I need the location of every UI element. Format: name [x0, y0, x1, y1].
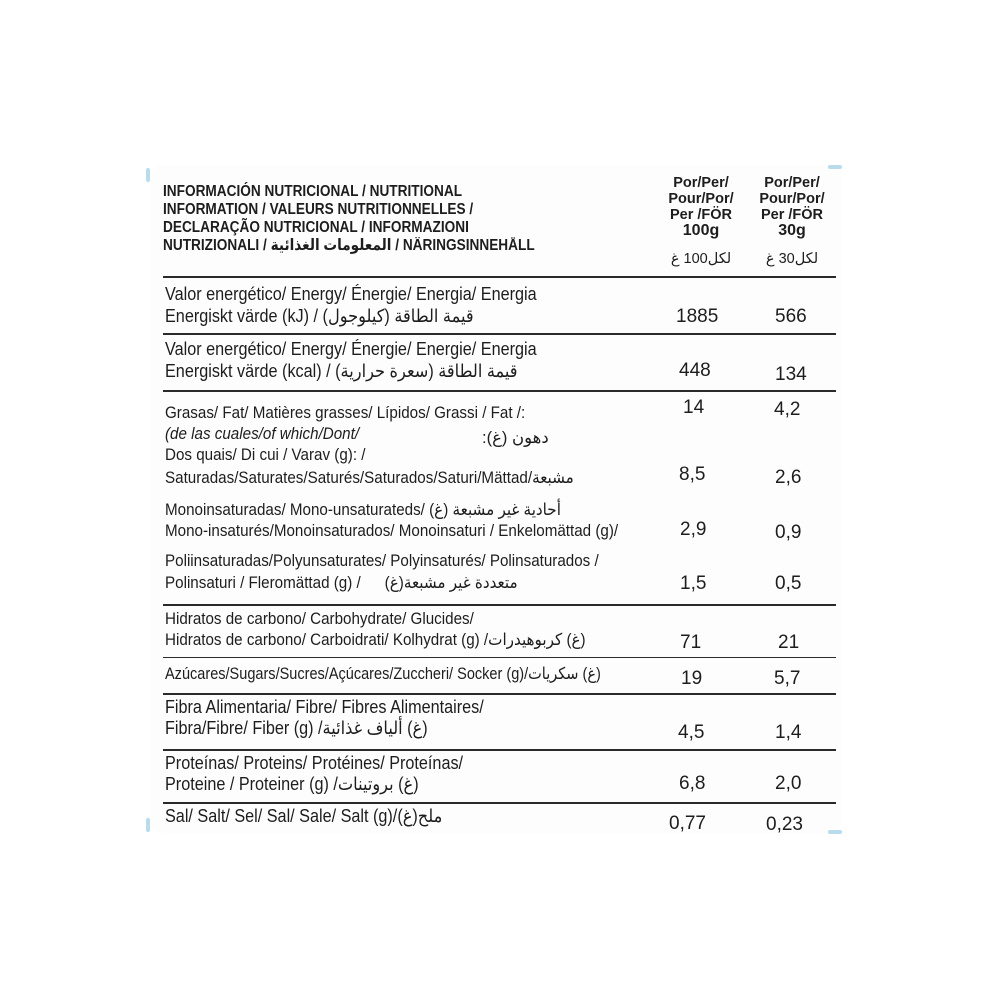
energy-kj-per-100g: 1885 [676, 306, 719, 327]
row-divider [163, 693, 836, 695]
row-divider [163, 802, 836, 804]
title-segment-swedish: / NÄRINGSINNEHÅLL [391, 237, 535, 254]
table-title-line-2: INFORMATION / VALEURS NUTRITIONNELLES / [163, 201, 474, 218]
sugars-label-latin: Azúcares/Sugars/Sucres/Açúcares/Zuccheri/ Socker (g)/ [165, 665, 529, 683]
title-segment-arabic: المعلومات الغذائية [270, 237, 392, 254]
col100-line-2: Pour/Por/ [668, 191, 734, 207]
row-divider [163, 749, 836, 751]
poly-label-2-latin: Polinsaturi / Fleromättad (g) / [165, 574, 361, 592]
col100-line-3: Per /FÖR [669, 207, 733, 223]
mono-per-30g: 0,9 [775, 522, 802, 543]
poly-label-2-arabic: متعددة غير مشبعة(غ) [384, 574, 518, 592]
carbs-label-1: Hidratos de carbono/ Carbohydrate/ Glucides/ [165, 610, 474, 628]
col30-amount: 30g [778, 222, 806, 239]
mono-label-1 [165, 500, 561, 521]
col30-arabic: لكل30 غ [765, 251, 819, 267]
carbs-label-2 [165, 630, 586, 651]
row-divider [163, 390, 836, 392]
col30-line-2: Pour/Por/ [759, 191, 825, 207]
table-title-line-3: DECLARAÇÃO NUTRICIONAL / INFORMAZIONI [163, 219, 469, 236]
col100-line-1: Por/Per/ [673, 175, 729, 191]
sugars-label [165, 664, 601, 685]
mono-label-1-arabic: أحادية غير مشبعة (غ) [429, 501, 561, 519]
mono-label-2: Mono-insaturés/Monoinsaturados/ Monoinsaturi / Enkelomättad (g)/ [165, 522, 619, 540]
salt-per-30g: 0,23 [766, 814, 803, 835]
label-edge-bottom-right [828, 830, 842, 834]
energy-kcal-per-30g: 134 [775, 364, 807, 385]
label-edge-top-left [146, 168, 150, 182]
table-title-line-4 [163, 237, 535, 255]
sugars-per-100g: 19 [681, 668, 703, 689]
energy-kcal-per-100g: 448 [679, 360, 711, 381]
protein-label-1: Proteínas/ Proteins/ Protéines/ Proteínas/ [165, 753, 464, 773]
energy-kcal-label-2 [165, 361, 518, 382]
saturates-per-30g: 2,6 [775, 467, 802, 488]
fibre-label-2-arabic: (غ) ألياف غذائية [322, 718, 428, 738]
fibre-per-100g: 4,5 [678, 722, 705, 743]
sugars-label-arabic: (غ) سكريات [528, 665, 601, 683]
poly-label-2 [165, 573, 518, 594]
protein-label-2-latin: Proteine / Proteiner (g) / [165, 774, 338, 794]
carbs-label-2-arabic: (غ) كربوهيدرات [488, 631, 586, 649]
salt-per-100g: 0,77 [669, 813, 706, 834]
fibre-label-2 [165, 718, 428, 739]
col100-arabic: لكل100 غ [670, 251, 732, 267]
saturates-label-latin: Saturadas/Saturates/Saturés/Saturados/Saturi/Mättad/ [165, 469, 533, 487]
poly-label-1: Poliinsaturadas/Polyunsaturates/ Polyinsaturés/ Polinsaturados / [165, 552, 599, 570]
col100-amount: 100g [682, 222, 720, 239]
saturates-label-arabic: مشبعة [532, 469, 574, 487]
mono-per-100g: 2,9 [680, 519, 707, 540]
row-divider [163, 604, 836, 606]
row-divider [163, 333, 836, 335]
col30-line-1: Por/Per/ [764, 175, 820, 191]
poly-per-100g: 1,5 [680, 573, 707, 594]
fat-label-arabic: دهون (غ): [482, 429, 549, 447]
saturates-label [165, 468, 574, 489]
fat-per-30g: 4,2 [774, 399, 801, 420]
salt-label [165, 806, 442, 827]
energy-kcal-label-2-latin: Energiskt värde (kcal) / [165, 361, 336, 381]
fat-per-100g: 14 [683, 397, 705, 418]
poly-per-30g: 0,5 [775, 573, 802, 594]
fibre-per-30g: 1,4 [775, 722, 802, 743]
salt-label-latin: Sal/ Salt/ Sel/ Sal/ Sale/ Salt (g)/ [165, 806, 398, 826]
carbs-label-2-latin: Hidratos de carbono/ Carboidrati/ Kolhydrat (g) / [165, 631, 489, 649]
mono-label-1-latin: Monoinsaturadas/ Mono-unsaturateds/ [165, 501, 430, 519]
saturates-per-100g: 8,5 [679, 464, 706, 485]
carbs-per-30g: 21 [778, 632, 800, 653]
carbs-per-100g: 71 [680, 632, 702, 653]
fibre-label-2-latin: Fibra/Fibre/ Fiber (g) / [165, 718, 323, 738]
fibre-label-1: Fibra Alimentaria/ Fibre/ Fibres Alimentaires/ [165, 697, 484, 717]
energy-kj-label-2-latin: Energiskt värde (kJ) / [165, 306, 323, 326]
fat-label-2: (de las cuales/of which/Dont/ [165, 425, 360, 443]
col30-line-3: Per /FÖR [760, 207, 824, 223]
row-divider [163, 657, 836, 658]
sugars-per-30g: 5,7 [774, 668, 801, 689]
energy-kcal-label-1: Valor energético/ Energy/ Énergie/ Energie/ Energia [165, 339, 537, 359]
protein-per-30g: 2,0 [775, 773, 802, 794]
protein-label-2 [165, 774, 419, 795]
energy-kj-label-2-arabic: قيمة الطاقة (كيلوجول) [322, 306, 474, 326]
energy-kj-per-30g: 566 [775, 306, 807, 327]
protein-per-100g: 6,8 [679, 773, 706, 794]
label-edge-bottom-left [146, 818, 150, 832]
protein-label-2-arabic: (غ) بروتينات [337, 774, 419, 794]
title-segment-italian: NUTRIZIONALI / [163, 237, 271, 254]
salt-label-arabic: ملح(غ) [397, 806, 443, 826]
fat-label-1: Grasas/ Fat/ Matières grasses/ Lípidos/ Grassi / Fat /: [165, 404, 526, 422]
label-edge-top-right [828, 165, 842, 169]
energy-kcal-label-2-arabic: قيمة الطاقة (سعرة حرارية) [335, 361, 518, 381]
energy-kj-label-2 [165, 306, 474, 327]
table-title-line-1: INFORMACIÓN NUTRICIONAL / NUTRITIONAL [163, 183, 463, 200]
fat-label-3: Dos quais/ Di cui / Varav (g): / [165, 446, 366, 464]
energy-kj-label-1: Valor energético/ Energy/ Énergie/ Energia/ Energia [165, 284, 537, 304]
header-divider [163, 276, 836, 278]
